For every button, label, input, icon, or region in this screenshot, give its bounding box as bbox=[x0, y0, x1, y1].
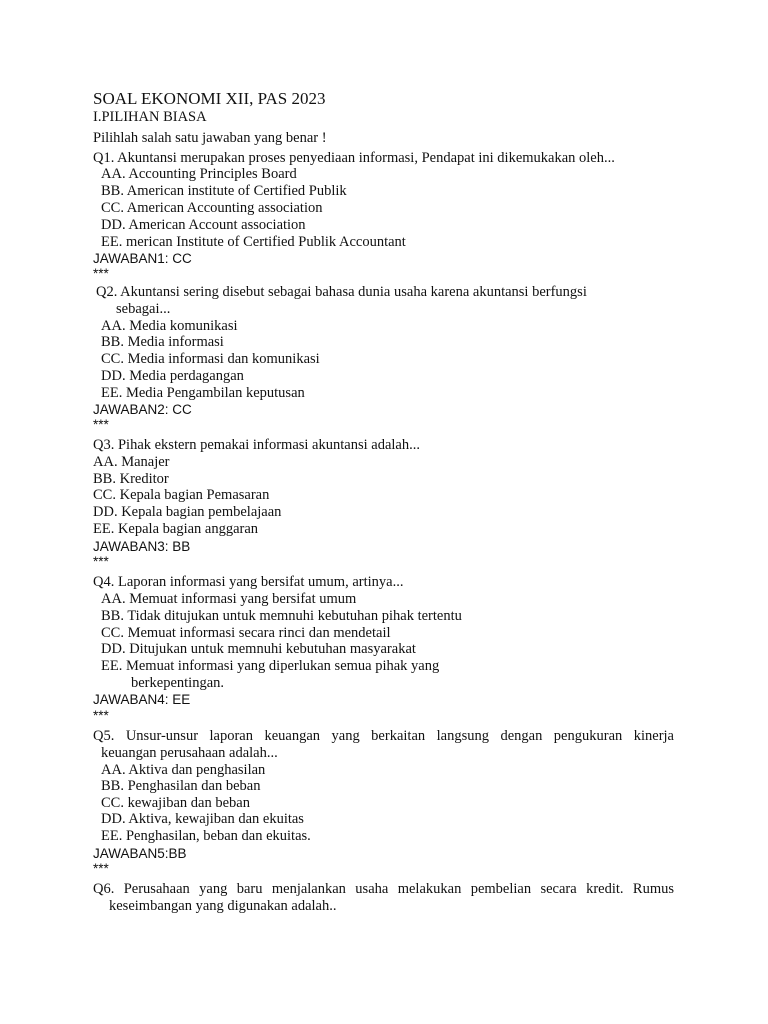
question-text-continued: keuangan perusahaan adalah... bbox=[101, 745, 278, 761]
separator: *** bbox=[93, 708, 109, 723]
option-dd: DD. Media perdagangan bbox=[101, 368, 244, 384]
option-ee-continued: berkepentingan. bbox=[131, 675, 225, 691]
option-aa: AA. Memuat informasi yang bersifat umum bbox=[101, 591, 357, 607]
option-dd: DD. Ditujukan untuk memnuhi kebutuhan masyarakat bbox=[101, 641, 416, 657]
answer-key: JAWABAN2: CC bbox=[93, 402, 192, 417]
question-text-continued: sebagai... bbox=[116, 301, 171, 317]
separator: *** bbox=[93, 554, 109, 569]
option-cc: CC. Memuat informasi secara rinci dan mendetail bbox=[101, 625, 391, 641]
question-text: Q1. Akuntansi merupakan proses penyediaan informasi, Pendapat ini dikemukakan oleh... bbox=[93, 150, 615, 166]
option-aa: AA. Accounting Principles Board bbox=[101, 166, 297, 182]
option-cc: CC. Kepala bagian Pemasaran bbox=[93, 487, 270, 503]
option-bb: BB. Tidak ditujukan untuk memnuhi kebutuhan pihak tertentu bbox=[101, 608, 462, 624]
option-aa: AA. Manajer bbox=[93, 454, 170, 470]
answer-key: JAWABAN4: EE bbox=[93, 692, 191, 707]
option-dd: DD. American Account association bbox=[101, 217, 306, 233]
answer-key: JAWABAN1: CC bbox=[93, 251, 192, 266]
question-text: Q6. Perusahaan yang baru menjalankan usaha melakukan pembelian secara kredit. Rumus bbox=[93, 881, 674, 897]
option-ee: EE. Media Pengambilan keputusan bbox=[101, 385, 305, 401]
question-text: Q5. Unsur-unsur laporan keuangan yang berkaitan langsung dengan pengukuran kinerja bbox=[93, 728, 674, 744]
separator: *** bbox=[93, 861, 109, 876]
question-text: Q3. Pihak ekstern pemakai informasi akuntansi adalah... bbox=[93, 437, 420, 453]
answer-key: JAWABAN5:BB bbox=[93, 846, 187, 861]
option-bb: BB. American institute of Certified Publik bbox=[101, 183, 347, 199]
option-ee: EE. Memuat informasi yang diperlukan semua pihak yang bbox=[101, 658, 440, 674]
option-dd: DD. Aktiva, kewajiban dan ekuitas bbox=[101, 811, 304, 827]
question-text-continued: keseimbangan yang digunakan adalah.. bbox=[109, 898, 337, 914]
option-aa: AA. Aktiva dan penghasilan bbox=[101, 762, 266, 778]
separator: *** bbox=[93, 417, 109, 432]
option-dd: DD. Kepala bagian pembelajaan bbox=[93, 504, 282, 520]
option-ee: EE. Penghasilan, beban dan ekuitas. bbox=[101, 828, 311, 844]
answer-key: JAWABAN3: BB bbox=[93, 539, 191, 554]
option-bb: BB. Media informasi bbox=[101, 334, 224, 350]
option-cc: CC. American Accounting association bbox=[101, 200, 323, 216]
document-title: SOAL EKONOMI XII, PAS 2023 bbox=[93, 89, 326, 108]
separator: *** bbox=[93, 266, 109, 281]
question-text: Q4. Laporan informasi yang bersifat umum, artinya... bbox=[93, 574, 404, 590]
option-bb: BB. Kreditor bbox=[93, 471, 169, 487]
instruction-text: Pilihlah salah satu jawaban yang benar ! bbox=[93, 130, 327, 146]
section-heading: I.PILIHAN BIASA bbox=[93, 109, 207, 125]
option-ee: EE. merican Institute of Certified Publik Accountant bbox=[101, 234, 406, 250]
option-aa: AA. Media komunikasi bbox=[101, 318, 238, 334]
option-cc: CC. kewajiban dan beban bbox=[101, 795, 250, 811]
option-bb: BB. Penghasilan dan beban bbox=[101, 778, 261, 794]
question-text: Q2. Akuntansi sering disebut sebagai bahasa dunia usaha karena akuntansi berfungsi bbox=[96, 284, 587, 300]
option-cc: CC. Media informasi dan komunikasi bbox=[101, 351, 320, 367]
option-ee: EE. Kepala bagian anggaran bbox=[93, 521, 259, 537]
